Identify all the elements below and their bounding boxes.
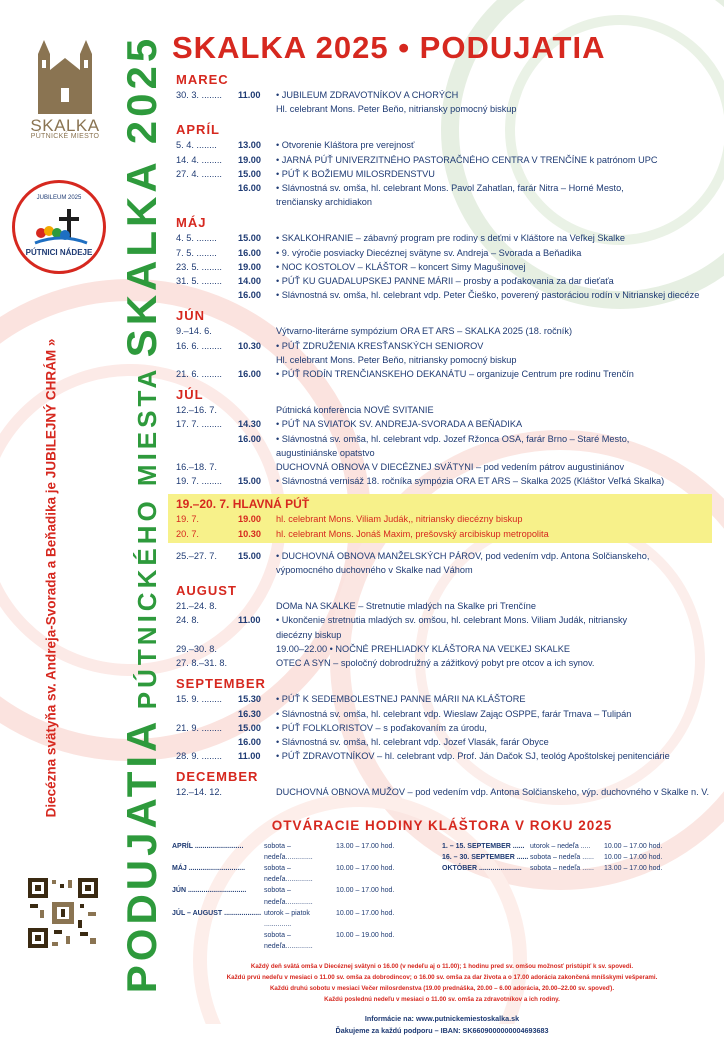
event-time (238, 599, 276, 613)
event-date: 31. 5. ........ (176, 276, 222, 287)
hours-time: 10.00 – 17.00 hod. (336, 887, 395, 895)
event-time (238, 446, 276, 460)
vertical-title-skalka: SKALKA 2025 (118, 34, 165, 358)
event-time: 10.30 (238, 528, 261, 539)
event-row (172, 749, 712, 763)
event-text: • DUCHOVNÁ OBNOVA MANŽELSKÝCH PÁROV, pod vedením vdp. Antona Solčianskeho, (276, 550, 650, 561)
month-events (172, 88, 712, 116)
event-date (172, 288, 238, 302)
event-row (172, 403, 712, 417)
event-time: 11.00 (238, 90, 261, 100)
event-time: 15.00 (238, 476, 261, 487)
jubilee-badge (12, 180, 106, 274)
event-text: Hl. celebrant Mons. Peter Beňo, nitriansky pomocný biskup (276, 354, 517, 365)
month-heading: MAREC (176, 72, 229, 87)
event-time: 11.00 (238, 751, 261, 762)
event-row (172, 785, 712, 799)
jubilee-top-text: JUBILEUM 2025 (36, 195, 82, 201)
event-date: 17. 7. ........ (176, 419, 222, 430)
event-text: augustiniánske opatstvo (276, 447, 375, 458)
hours-row (172, 908, 442, 930)
event-text: hl. celebrant Mons. Viliam Judák,, nitriansky diecézny biskup (276, 514, 523, 525)
iban-line: Ďakujeme za každú podporu – IBAN: SK6609000000004693683 (335, 1025, 549, 1035)
hours-period: APRÍL ......................... (172, 842, 244, 850)
hours-days: sobota – nedeľa.............. (264, 864, 313, 884)
event-time: 19.00 (238, 154, 261, 165)
hours-row (172, 863, 442, 885)
hours-period: 1. – 15. SEPTEMBER ...... (442, 842, 525, 850)
event-date: 16. 6. ........ (176, 340, 222, 351)
qr-code[interactable] (26, 876, 100, 950)
event-date (172, 181, 238, 195)
hours-time: 10.00 – 17.00 hod. (604, 842, 663, 850)
event-row (172, 324, 712, 338)
event-date: 5. 4. ........ (176, 140, 217, 151)
event-text: DOMa NA SKALKE – Stretnutie mladých na Skalke pri Trenčíne (276, 601, 536, 612)
event-date: 24. 8. (176, 615, 199, 626)
event-row (172, 527, 712, 541)
month-events (172, 785, 712, 799)
opening-hours-left (172, 841, 442, 953)
event-date: 7. 5. ........ (176, 247, 217, 258)
hours-row (172, 930, 442, 952)
event-time (238, 460, 276, 474)
event-text: • Slávnostná sv. omša, hl. celebrant Mons. Pavol Zahatlan, farár Nitra – Horné Mesto, (276, 183, 624, 194)
event-date (172, 707, 238, 721)
event-text: • PÚŤ FOLKLORISTOV – s poďakovaním za úrodu, (276, 722, 487, 733)
event-text: • 9. výročie posviacky Diecéznej svätyne sv. Andreja – Svorada a Beňadika (276, 247, 582, 258)
event-row (172, 549, 712, 563)
event-time: 15.00 (238, 233, 261, 244)
event-row (172, 231, 712, 245)
sidebar (0, 0, 170, 1024)
hours-period: JÚN .............................. (172, 887, 247, 895)
event-row (172, 628, 712, 642)
opening-hours (172, 841, 712, 953)
event-row (172, 599, 712, 613)
event-row (172, 512, 712, 526)
hours-row (442, 841, 712, 852)
event-text: OTEC A SYN – spoločný dobrodružný a zážitkový pobyt pre otcov a ich synov. (276, 658, 595, 669)
event-row (172, 167, 712, 181)
pilgrims-cross-icon (31, 207, 91, 247)
month-events (172, 231, 712, 302)
event-text: • NOC KOSTOLOV – KLÁŠTOR – koncert Simy Magušinovej (276, 261, 526, 272)
event-text: výpomocného duchovného v Skalke nad Váhom (276, 565, 473, 576)
event-text: • PÚŤ NA SVIATOK SV. ANDREJA-SVORADA A BEŇADIKA (276, 419, 523, 430)
info-link[interactable]: Informácie na: www.putnickemiestoskalka.sk (364, 1013, 520, 1023)
event-date (172, 735, 238, 749)
hours-days: sobota – nedeľa ...... (530, 864, 594, 872)
month-heading: APRÍL (176, 122, 220, 138)
month-events (172, 324, 712, 381)
event-time (238, 656, 276, 670)
event-row (172, 367, 712, 381)
event-row (172, 153, 712, 167)
event-row (172, 432, 712, 446)
month-heading: JÚN (176, 308, 206, 324)
event-date: 16.–18. 7. (176, 462, 217, 473)
event-text: • PÚŤ KU GUADALUPSKEJ PANNE MÁRII – prosby a poďakovania za dar dieťaťa (276, 276, 614, 287)
event-date (172, 432, 238, 446)
hours-period: MÁJ ............................. (172, 864, 246, 872)
event-time: 15.30 (238, 694, 261, 705)
hours-days: utorok – nedeľa ..... (530, 842, 591, 850)
hours-row (172, 841, 442, 863)
event-text: • JUBILEUM ZDRAVOTNÍKOV A CHORÝCH (276, 90, 459, 100)
event-text: Pútnická konferencia NOVÉ SVITANIE (276, 405, 434, 416)
event-time: 16.00 (238, 247, 261, 258)
hours-time: 10.00 – 17.00 hod. (336, 909, 395, 917)
hours-period (172, 930, 264, 952)
event-time: 14.00 (238, 276, 261, 287)
event-text: Hl. celebrant Mons. Peter Beňo, nitriansky pomocný biskup (276, 104, 517, 115)
event-row (172, 102, 712, 116)
jubilee-church-text: Diecézna svätyňa sv. Andreja-Svorada a Beňadika je JUBILEJNÝ CHRÁM » (43, 338, 59, 818)
event-text: • PÚŤ RODÍN TRENČIANSKEHO DEKANÁTU – organizuje Centrum pre rodinu Trenčín (276, 369, 634, 380)
event-time: 16.00 (238, 183, 261, 194)
jubilee-bottom-text: PÚTNICI NÁDEJE (25, 248, 93, 257)
hours-time: 13.00 – 17.00 hod. (336, 842, 395, 850)
event-row (172, 563, 712, 577)
event-date: 21. 9. ........ (176, 722, 222, 733)
event-text: DUCHOVNÁ OBNOVA MUŽOV – pod vedením vdp. Antona Solčianskeho, výp. duchovného v Skalke n. V. (276, 787, 710, 798)
event-row (172, 707, 712, 721)
event-time: 16.00 (238, 369, 261, 380)
event-row (172, 353, 712, 367)
event-time: 11.00 (238, 615, 261, 626)
event-date: 15. 9. ........ (176, 694, 222, 705)
main-pilgrimage-highlight (168, 494, 712, 542)
note-line: Každý deň svätá omša v Diecéznej svätyni o 16.00 (v nedeľu aj o 11.00); 1 hodinu pred sv. omšou možnosť pristúpiť k sv. spovedi. (250, 962, 634, 970)
event-text: • PÚŤ K BOŽIEMU MILOSRDENSTVU (276, 168, 435, 179)
event-row (172, 642, 712, 656)
hours-time: 13.00 – 17.00 hod. (604, 864, 663, 872)
event-time: 16.00 (238, 290, 261, 301)
hours-days: sobota – nedeľa.............. (264, 887, 313, 906)
note-line: Každú prvú nedeľu v mesiaci o 11.00 sv. omša za dobrodincov; o 16.00 sv. omša za dar života a o 17.00 adorácia zakončená mníšskymi vešperami. (226, 973, 658, 981)
event-time (238, 642, 276, 656)
main-pilgrimage-events (172, 512, 712, 540)
month-events (172, 599, 712, 670)
event-date (172, 102, 238, 116)
event-row (172, 274, 712, 288)
event-date: 27. 8.–31. 8. (176, 658, 228, 669)
event-time (238, 195, 276, 209)
event-time (238, 403, 276, 417)
event-date: 30. 3. ........ (176, 90, 222, 100)
event-row (172, 181, 712, 195)
month-heading: JÚL (176, 387, 204, 403)
event-date: 21. 6. ........ (176, 369, 222, 380)
event-date (172, 195, 238, 209)
hours-days: utorok – piatok .............. (264, 909, 310, 928)
event-time: 16.00 (238, 433, 261, 444)
note-line: Každú druhú sobotu v mesiaci Večer milosrdenstva (19.00 prednáška, 20.00 – 6.00 adorácia, 20.00–22.00 sv. spoveď). (269, 984, 615, 992)
month-heading: AUGUST (176, 583, 237, 599)
church-icon (30, 34, 100, 116)
event-date (172, 353, 238, 367)
event-text: • PÚŤ ZDRUŽENIA KRESŤANSKÝCH SENIOROV (276, 340, 484, 351)
event-row (172, 474, 712, 488)
event-text: Výtvarno-literárne sympózium ORA ET ARS – SKALKA 2025 (18. ročník) (276, 326, 572, 337)
vertical-title-podujatia: PODUJATIA (118, 717, 165, 994)
event-date (172, 446, 238, 460)
hours-row (442, 852, 712, 863)
event-text: • Slávnostná vernisáž 18. ročníka sympózia ORA ET ARS – Skalka 2025 (Kláštor Veľká Skalka) (276, 476, 665, 487)
logo-subtitle: PÚTNICKÉ MIESTO (30, 133, 100, 140)
event-text: DUCHOVNÁ OBNOVA V DIECÉZNEJ SVÄTYNI – pod vedením pátrov augustiniánov (276, 462, 625, 473)
note-line: Každú poslednú nedeľu v mesiaci o 11.00 sv. omša za zdravotníkov a ich rodiny. (324, 995, 560, 1003)
month-events (172, 692, 712, 763)
event-text: • PÚŤ K SEDEMBOLESTNEJ PANNE MÁRII NA KLÁŠTORE (276, 694, 526, 705)
event-row (172, 692, 712, 706)
event-text: • Slávnostná sv. omša, hl. celebrant vdp. Peter Čieško, poverený pastoráciou rodín v Nitrianskej diecéze (276, 290, 700, 301)
event-text: • Ukončenie stretnutia mladých sv. omšou, hl. celebrant Mons. Viliam Judák, nitriansky (276, 615, 628, 626)
skalka-logo (24, 34, 106, 156)
month-heading: DECEMBER (176, 769, 259, 785)
event-row (172, 735, 712, 749)
event-date: 19. 7. (176, 514, 199, 525)
event-time (238, 324, 276, 338)
event-row (172, 138, 712, 152)
hours-period: OKTÓBER ...................... (442, 864, 522, 872)
event-row (172, 288, 712, 302)
event-text: • Slávnostná sv. omša, hl. celebrant vdp. Jozef Vlasák, farár Obyce (276, 736, 549, 747)
event-time: 15.00 (238, 168, 261, 179)
month-events (172, 403, 712, 488)
main-pilgrimage-title: 19.–20. 7. HLAVNÁ PÚŤ (176, 497, 310, 512)
event-time: 15.00 (238, 722, 261, 733)
event-text: • Slávnostná sv. omša, hl. celebrant vdp. Wieslaw Zając OSPPE, farár Trnava – Tulipán (276, 708, 632, 719)
event-date: 12.–14. 12. (176, 787, 222, 798)
event-text: • Otvorenie Kláštora pre verejnosť (276, 140, 415, 151)
event-date: 29.–30. 8. (176, 643, 217, 654)
event-date: 12.–16. 7. (176, 405, 217, 416)
event-text: • Slávnostná sv. omša, hl. celebrant vdp. Jozef Ržonca OSA, farár Brno – Staré Mesto, (276, 433, 630, 444)
event-text: • PÚŤ ZDRAVOTNÍKOV – hl. celebrant vdp. Prof. Ján Dačok SJ, teológ Apoštolskej penitenciárie (276, 751, 670, 762)
jubilee-church-note (34, 300, 68, 856)
event-date: 25.–27. 7. (176, 550, 217, 561)
event-row (172, 417, 712, 431)
event-date: 4. 5. ........ (176, 233, 217, 244)
event-row (172, 656, 712, 670)
event-date: 19. 7. ........ (176, 476, 222, 487)
event-time (238, 102, 276, 116)
footer (172, 1013, 712, 1037)
event-text: diecézny biskup (276, 629, 342, 640)
hours-time: 10.00 – 17.00 hod. (336, 864, 395, 872)
vertical-title (112, 30, 172, 998)
hours-time: 10.00 – 19.00 hod. (336, 932, 395, 940)
hours-period: 16. – 30. SEPTEMBER ...... (442, 853, 529, 861)
event-time (238, 628, 276, 642)
event-time: 10.30 (238, 340, 261, 351)
hours-days: sobota – nedeľa.............. (264, 842, 313, 861)
hours-days: sobota – nedeľa.............. (264, 932, 313, 951)
event-date (172, 628, 238, 642)
hours-time: 10.00 – 17.00 hod. (604, 853, 663, 861)
event-row (172, 721, 712, 735)
logo-name: SKALKA (30, 116, 100, 135)
event-row (172, 446, 712, 460)
event-date: 27. 4. ........ (176, 168, 222, 179)
event-text: 19.00–22.00 • NOČNÉ PREHLIADKY KLÁŠTORA NA VEĽKEJ SKALKE (276, 643, 570, 654)
month-events (172, 138, 712, 209)
event-text: • SKALKOHRANIE – zábavný program pre rodiny s deťmi v Kláštore na Veľkej Skalke (276, 233, 625, 244)
event-date: 9.–14. 6. (176, 326, 212, 337)
mass-notes (172, 961, 712, 1005)
event-time: 16.00 (238, 736, 261, 747)
event-time: 19.00 (238, 261, 261, 272)
event-time: 19.00 (238, 514, 261, 525)
event-row (172, 260, 712, 274)
event-text: hl. celebrant Mons. Jonáš Maxim, prešovský arcibiskup metropolita (276, 528, 549, 539)
event-time: 15.00 (238, 550, 261, 561)
event-row (172, 339, 712, 353)
hours-period: JÚL – AUGUST ................... (172, 909, 262, 917)
event-date (172, 563, 238, 577)
events-main (172, 30, 712, 1037)
event-date: 20. 7. (176, 528, 199, 539)
month-events (172, 549, 712, 577)
event-date: 14. 4. ........ (176, 154, 222, 165)
month-heading: MÁJ (176, 215, 207, 231)
page-title: SKALKA 2025 • PODUJATIA (172, 30, 606, 65)
event-text: • JARNÁ PÚŤ UNIVERZITNÉHO PASTORAČNÉHO CENTRA V TRENČÍNE k patrónom UPC (276, 154, 658, 165)
event-date: 21.–24. 8. (176, 601, 217, 612)
vertical-title-miesta: PÚTNICKÉHO MIESTA (132, 365, 162, 710)
event-time (238, 785, 276, 799)
event-time (238, 563, 276, 577)
event-time: 14.30 (238, 419, 261, 430)
hours-days: sobota – nedeľa ...... (530, 853, 594, 861)
event-time (238, 353, 276, 367)
event-row (172, 195, 712, 209)
event-row (172, 88, 712, 102)
hours-row (442, 863, 712, 874)
event-date: 23. 5. ........ (176, 261, 222, 272)
event-date: 28. 9. ........ (176, 751, 222, 762)
month-heading: SEPTEMBER (176, 676, 266, 692)
event-row (172, 460, 712, 474)
opening-hours-right (442, 841, 712, 953)
event-time: 16.30 (238, 708, 261, 719)
event-row (172, 613, 712, 627)
event-text: trenčiansky archidiakon (276, 197, 373, 208)
opening-hours-title: OTVÁRACIE HODINY KLÁŠTORA V ROKU 2025 (271, 817, 613, 833)
hours-row (172, 885, 442, 907)
event-time: 13.00 (238, 140, 261, 151)
event-row (172, 246, 712, 260)
